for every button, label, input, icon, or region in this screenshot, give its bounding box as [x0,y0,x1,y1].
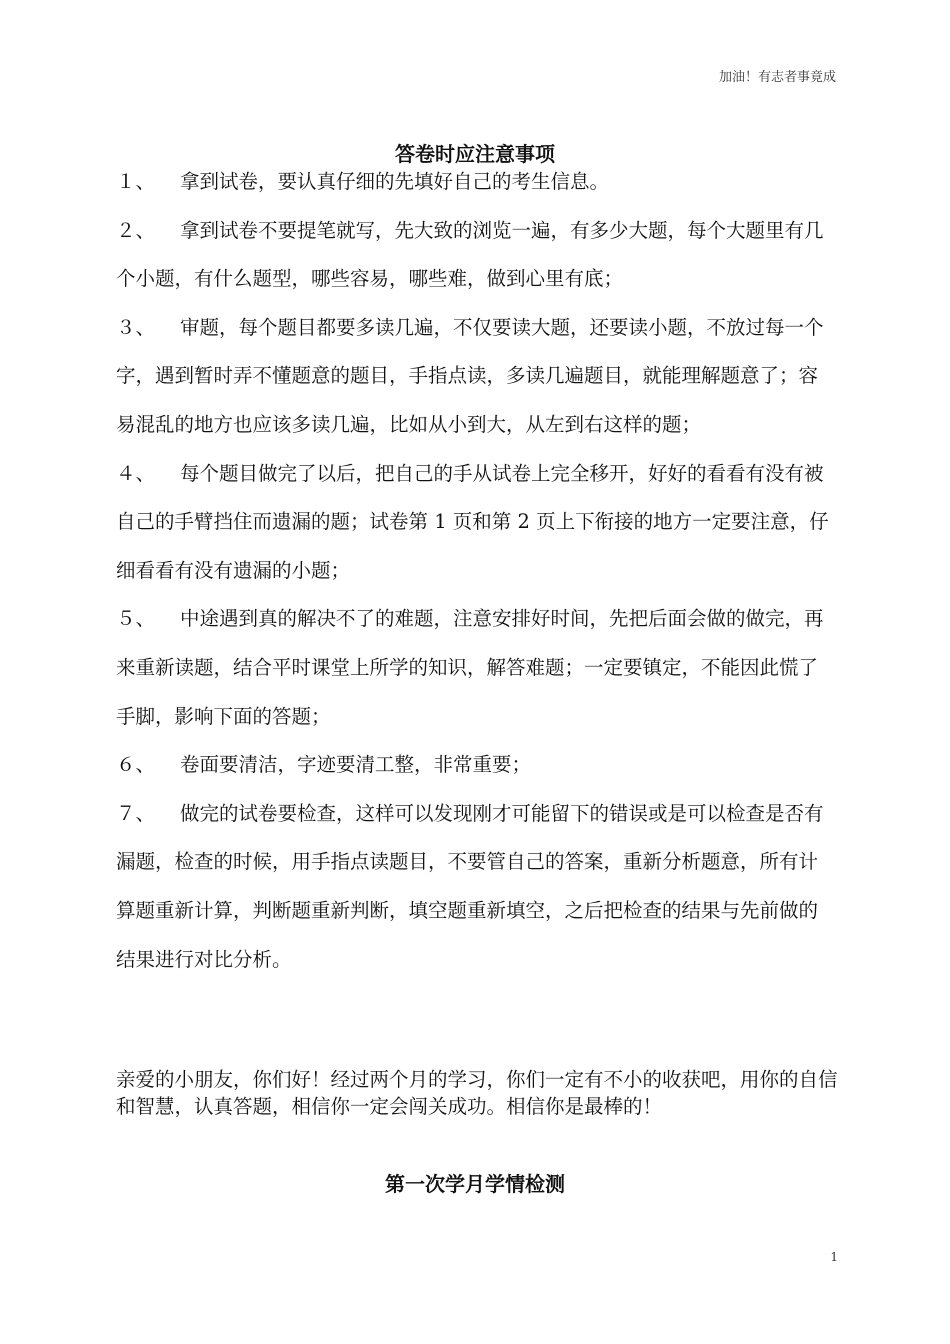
item-number: ２、 [116,218,156,242]
item-text: 卷面要清洁，字迹要清工整，非常重要； [180,753,532,777]
item-number: ７、 [116,801,156,825]
list-item [116,790,836,984]
item-text: 做完的试卷要检查，这样可以发现刚才可能留下的错误或是可以检查是否有漏题，检查的时候，用手指点读题目，不要管自己的答案，重新分析题意，所有计算题重新计算，判断题重新判断，填空题重新填空，之后把检查的结果与先前做的结果进行对比分析。 [116,801,824,971]
header-motto: 加油！有志者事竟成 [718,70,836,85]
page-number: 1 [830,1250,838,1264]
item-number: ６、 [116,753,156,777]
item-number: １、 [116,170,156,193]
item-text: 拿到试卷，要认真仔细的先填好自己的考生信息。 [180,170,610,193]
document-title: 答卷时应注意事项 [395,142,555,166]
item-text: 拿到试卷不要提笔就写，先大致的浏览一遍，有多少大题，每个大题里有几个小题，有什么题型，哪些容易，哪些难，做到心里有底； [116,218,824,291]
exam-title: 第一次学月学情检测 [385,1172,565,1196]
list-item [116,450,836,596]
list-item [116,304,836,450]
item-number: ５、 [116,607,156,631]
item-text: 每个题目做完了以后，把自己的手从试卷上完全移开，好好的看看有没有被自己的手臂挡住而遗漏的题；试卷第 1 页和第 2 页上下衔接的地方一定要注意，仔细看看有没有遗漏的小题； [116,461,829,582]
item-number: ４、 [116,461,156,485]
item-number: ３、 [116,315,156,339]
item-text: 审题，每个题目都要多读几遍，不仅要读大题，还要读小题，不放过每一个字，遇到暂时弄不懂题意的题目，手指点读，多读几遍题目，就能理解题意了；容易混乱的地方也应该多读几遍，比如从小到大，从左到右这样的题； [116,315,824,436]
item-text: 中途遇到真的解决不了的难题，注意安排好时间，先把后面会做的做完，再来重新读题，结合平时课堂上所学的知识，解答难题；一定要镇定，不能因此慌了手脚，影响下面的答题； [116,607,824,728]
greeting-paragraph: 亲爱的小朋友，你们好！经过两个月的学习，你们一定有不小的收获吧，用你的自信和智慧，认真答题，相信你一定会闯关成功。相信你是最棒的！ [116,1068,838,1118]
list-item [116,158,836,207]
list-item [116,595,836,741]
list-item [116,741,836,790]
instructions-list [116,158,836,984]
list-item [116,207,836,304]
